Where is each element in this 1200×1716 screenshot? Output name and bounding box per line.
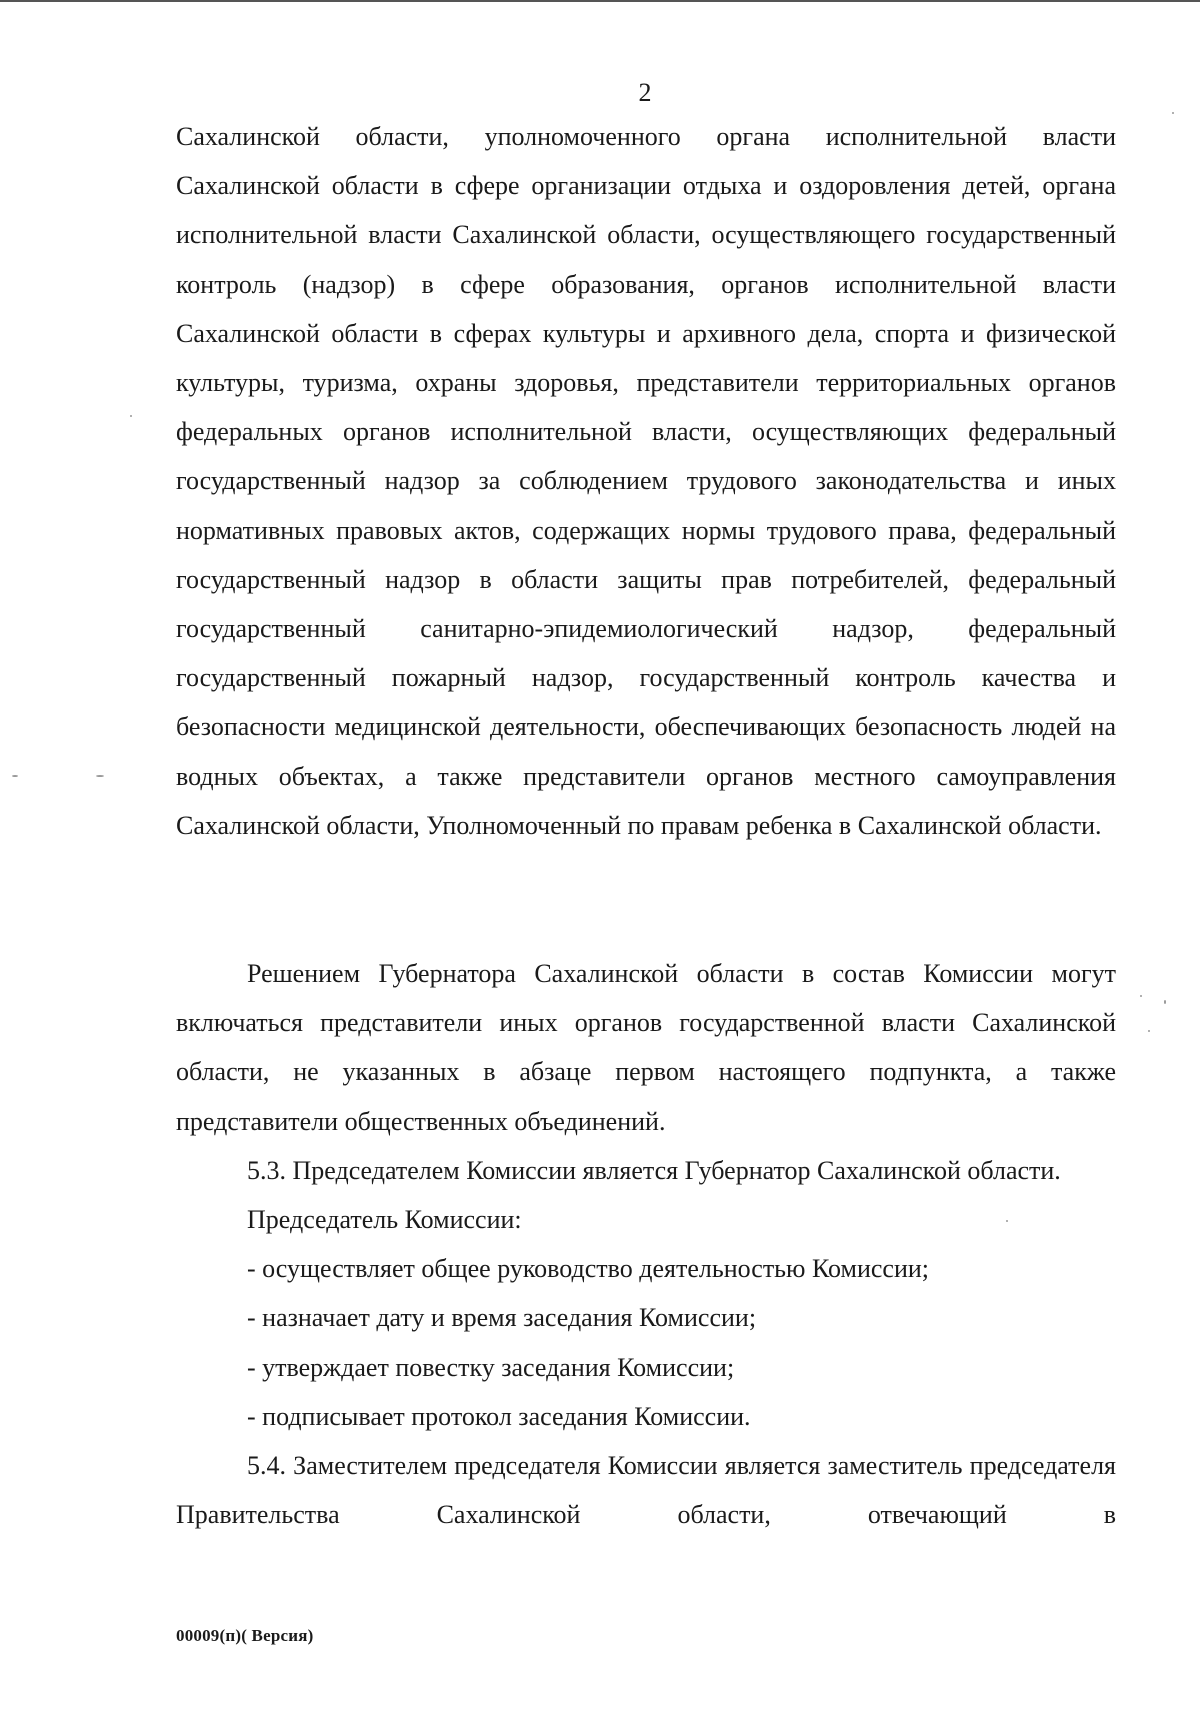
scan-speck: [1140, 995, 1142, 997]
list-item: - осуществляет общее руководство деятельностью Комиссии;: [247, 1254, 930, 1284]
scan-speck: [1148, 1030, 1150, 1032]
paragraph-5-3: 5.3. Председателем Комиссии является Губернатор Сахалинской области.: [247, 1155, 1061, 1185]
document-code: 00009(п)( Версия): [176, 1626, 314, 1645]
top-rule: [0, 0, 1200, 2]
scan-speck: [1006, 1220, 1008, 1222]
continued-text-block: [176, 949, 1116, 1539]
scan-speck: [1172, 112, 1174, 114]
page-number: 2: [638, 78, 652, 107]
scan-speck: [1164, 1000, 1166, 1004]
scan-speck: [130, 415, 132, 417]
list-item: - подписывает протокол заседания Комиссии.: [247, 1401, 751, 1431]
paragraph-commission-members: Сахалинской области, уполномоченного органа исполнительной власти Сахалинской области в сфере организации отдыха и оздоровления детей, органа исполнительной власти Сахалинской области, осуществляющего государственный контроль (надзор) в сфере образования, органов исполнительной власти Сахалинской области в сферах культуры и архивного дела, спорта и физической культуры, туризма, охраны здоровья, представители территориальных органов федеральных органов исполнительной власти, осуществляющих федеральный государственный надзор за соблюдением трудового законодательства и иных нормативных правовых актов, содержащих нормы трудового права, федеральный государственный надзор в области защиты прав потребителей, федеральный государственный санитарно-эпидемиологический надзор, федеральный государственный пожарный надзор, государственный контроль качества и безопасности медицинской деятельности, обеспечивающих безопасность людей на водных объектах, а также представители органов местного самоуправления Сахалинской области, Уполномоченный по правам ребенка в Сахалинской области.: [176, 122, 1116, 840]
chairman-heading: Председатель Комиссии:: [247, 1205, 522, 1235]
scan-speck: [12, 775, 18, 777]
scan-speck: [96, 775, 104, 777]
main-text-block: [176, 112, 1116, 850]
paragraph-5-4: 5.4. Заместителем председателя Комиссии является заместитель председателя Правительства Сахалинской области, отвечающий в: [176, 1451, 1116, 1530]
list-item: - утверждает повестку заседания Комиссии;: [247, 1352, 735, 1382]
list-item: - назначает дату и время заседания Комиссии;: [247, 1303, 757, 1333]
paragraph-governor-decision: Решением Губернатора Сахалинской области в состав Комиссии могут включаться представители иных органов государственной власти Сахалинской области, не указанных в абзаце первом настоящего подпункта, а также представители общественных объединений.: [176, 959, 1116, 1136]
